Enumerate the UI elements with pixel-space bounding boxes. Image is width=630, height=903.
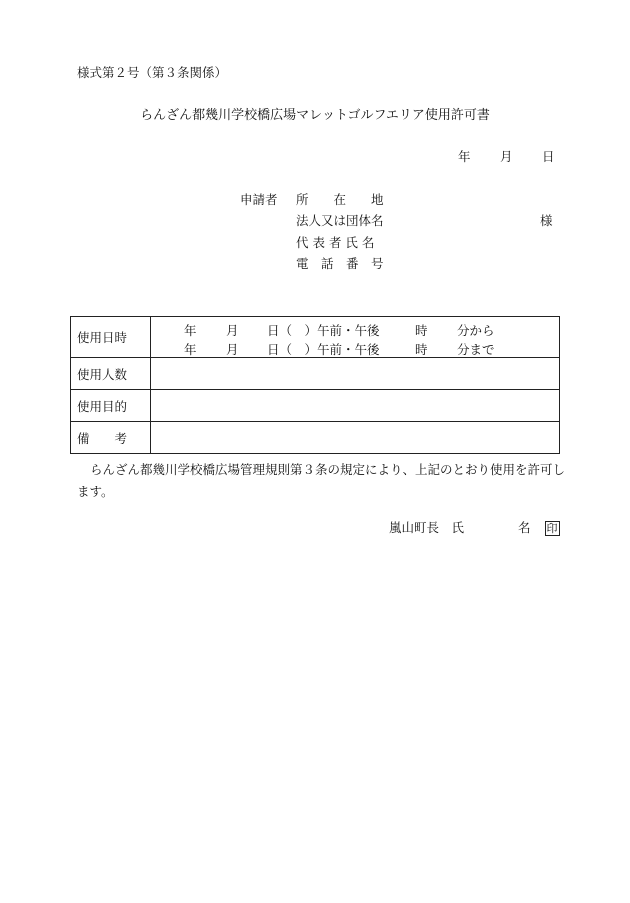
row-label-usage-count: 使用人数 (71, 358, 151, 390)
field-representative: 代 表 者 氏 名 (296, 235, 375, 250)
to-month: 月 (226, 342, 239, 357)
signature-block (389, 521, 560, 536)
datetime-from-line (151, 318, 559, 337)
seal-mark: 印 (546, 522, 558, 535)
from-year: 年 (184, 323, 197, 338)
date-day: 日 (542, 149, 555, 164)
table-row (71, 422, 560, 454)
usage-table (70, 316, 560, 454)
to-minute: 分まで (457, 342, 495, 357)
field-address: 所 在 地 (296, 192, 384, 207)
row-label-usage-datetime: 使用日時 (71, 317, 151, 358)
usage-count-cell (151, 358, 560, 390)
applicant-label: 申請者 (240, 192, 278, 207)
date-year: 年 (458, 149, 471, 164)
to-hour: 時 (415, 342, 428, 357)
table-row (71, 317, 560, 358)
remarks-cell (151, 422, 560, 454)
row-label-remarks: 備 考 (71, 422, 151, 454)
permission-statement: らんざん都幾川学校橋広場管理規則第３条の規定により、上記のとおり使用を許可します。 (77, 462, 566, 499)
form-number: 様式第２号（第３条関係） (77, 65, 228, 80)
datetime-to-line (151, 337, 559, 356)
usage-datetime-cell (151, 317, 560, 358)
to-day-ampm: 日（ ）午前・午後 (267, 342, 380, 357)
signature-title: 嵐山町長 氏 (389, 520, 465, 535)
signature-name-label: 名 (518, 520, 531, 535)
usage-purpose-cell (151, 390, 560, 422)
honorific: 様 (540, 213, 553, 228)
from-month: 月 (226, 323, 239, 338)
document-title: らんざん都幾川学校橋広場マレットゴルフエリア使用許可書 (140, 108, 490, 123)
table-row (71, 358, 560, 390)
from-hour: 時 (415, 323, 428, 338)
table-row (71, 390, 560, 422)
to-year: 年 (184, 342, 197, 357)
from-minute: 分から (457, 323, 495, 338)
from-day-ampm: 日（ ）午前・午後 (267, 323, 380, 338)
row-label-usage-purpose: 使用目的 (71, 390, 151, 422)
field-organization: 法人又は団体名 (296, 213, 384, 228)
date-month: 月 (500, 149, 513, 164)
field-phone: 電 話 番 号 (296, 256, 384, 271)
